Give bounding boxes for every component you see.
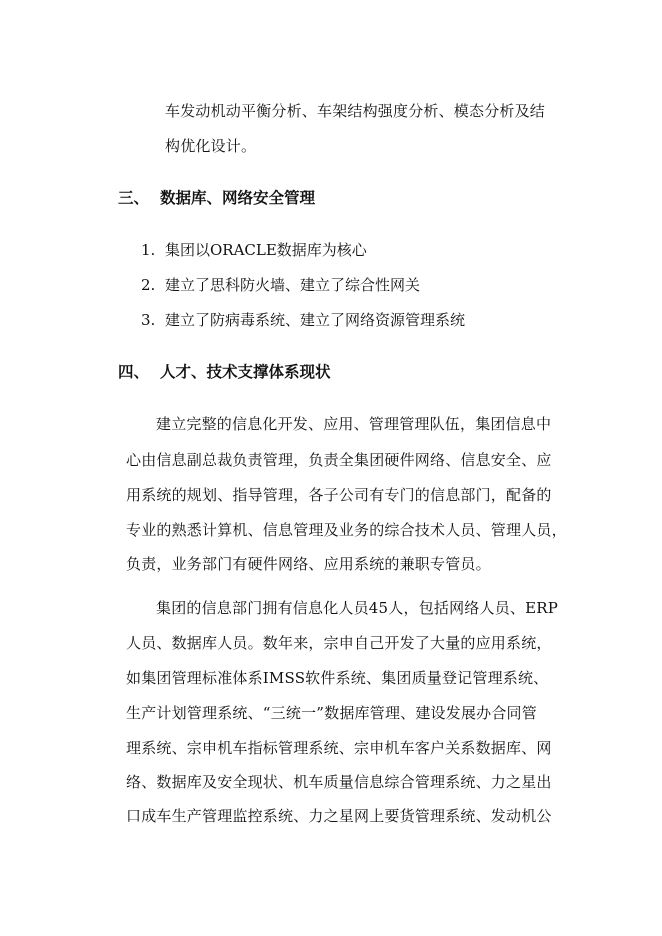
- section-4-number: 四、: [118, 362, 150, 381]
- para2-line-4: 生产计划管理系统、“三统一”数据库管理、建设发展办合同管: [126, 704, 537, 722]
- para2-line-3: 如集团管理标准体系IMSS软件系统、集团质量登记管理系统、: [126, 669, 549, 687]
- para1-line-3: 用系统的规划、指导管理，各子公司有专门的信息部门，配备的: [126, 486, 552, 504]
- para2-line-6: 络、数据库及安全现状、机车质量信息综合管理系统、力之星出: [126, 773, 552, 791]
- list-item: [141, 240, 367, 260]
- list-item-text: 建立了防病毒系统、建立了网络资源管理系统: [165, 311, 466, 329]
- list-item-index: 1.: [141, 241, 156, 259]
- section-3-title: 数据库、网络安全管理: [160, 188, 316, 207]
- para2-line-7: 口成车生产管理监控系统、力之星网上要货管理系统、发动机公: [126, 807, 552, 825]
- list-item-index: 2.: [141, 276, 156, 294]
- section-3-number: 三、: [118, 188, 150, 207]
- para1-line-1: 建立完整的信息化开发、应用、管理管理队伍，集团信息中: [156, 415, 552, 433]
- para1-line-4: 专业的熟悉计算机、信息管理及业务的综合技术人员、管理人员，: [126, 521, 567, 539]
- intro-line-1: 车发动机动平衡分析、车架结构强度分析、模态分析及结: [165, 102, 546, 120]
- section-4-heading: [118, 362, 331, 382]
- para2-line-2: 人员、数据库人员。数年来，宗申自己开发了大量的应用系统，: [126, 634, 552, 652]
- para1-line-5: 负责，业务部门有硬件网络、应用系统的兼职专管员。: [126, 555, 491, 573]
- intro-line-2: 构优化设计。: [165, 137, 257, 155]
- list-item-text: 建立了思科防火墙、建立了综合性网关: [165, 276, 421, 294]
- para1-line-2: 心由信息副总裁负责管理，负责全集团硬件网络、信息安全、应: [126, 451, 552, 469]
- para2-line-5: 理系统、宗申机车指标管理系统、宗申机车客户关系数据库、网: [126, 739, 552, 757]
- list-item: [141, 310, 465, 330]
- section-3-heading: [118, 188, 315, 208]
- list-item-text: 集团以ORACLE数据库为核心: [165, 241, 367, 259]
- para2-line-1: 集团的信息部门拥有信息化人员45人，包括网络人员、ERP: [156, 599, 559, 617]
- list-item: [141, 275, 420, 295]
- section-4-title: 人才、技术支撑体系现状: [160, 362, 331, 381]
- list-item-index: 3.: [141, 311, 156, 329]
